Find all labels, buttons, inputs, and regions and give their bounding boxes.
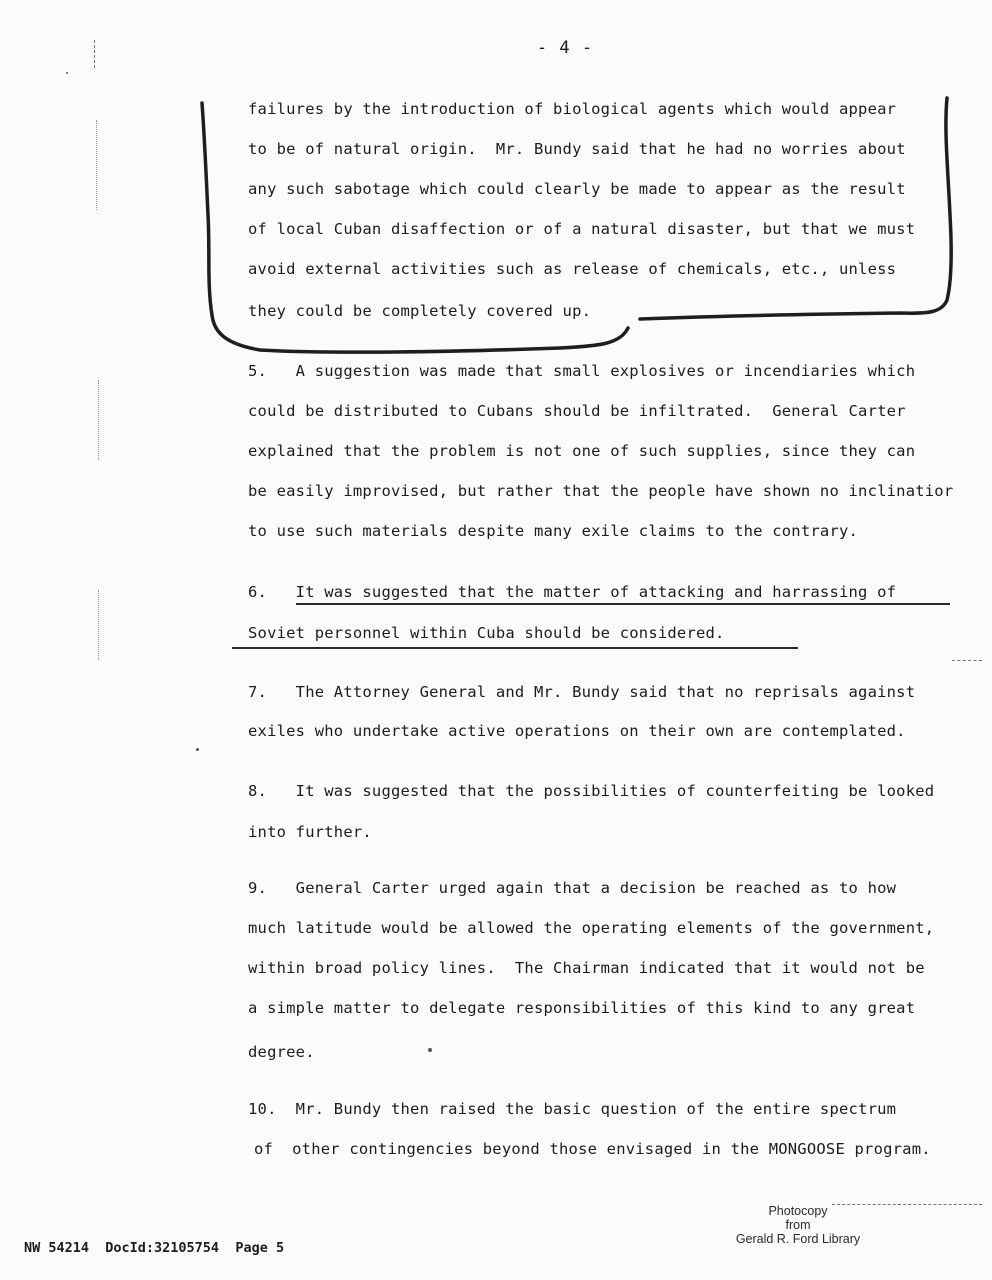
underline-paragraph-6-line-2: [232, 647, 798, 649]
footer-document-id: NW 54214 DocId:32105754 Page 5: [24, 1240, 285, 1256]
paragraph-6-line-2: Soviet personnel within Cuba should be considered.: [248, 624, 725, 642]
stamp-line-from: from: [785, 1218, 811, 1232]
underline-paragraph-6-line-1: [296, 603, 950, 605]
bracketed-line-1: failures by the introduction of biological agents which would appear: [248, 100, 897, 118]
paragraph-10-line-2: of other contingencies beyond those envisaged in the MONGOOSE program.: [254, 1140, 931, 1158]
paragraph-6-line-1: 6. It was suggested that the matter of attacking and harrassing of: [248, 583, 897, 601]
scan-artifact-left-mark: [94, 40, 96, 68]
paragraph-9-line-5: degree.: [248, 1043, 315, 1061]
paragraph-5-line-4: be easily improvised, but rather that the people have shown no inclinatior: [248, 482, 954, 500]
paragraph-7-line-2: exiles who undertake active operations on their own are contemplated.: [248, 722, 906, 740]
paragraph-5-line-2: could be distributed to Cubans should be infiltrated. General Carter: [248, 402, 906, 420]
paragraph-7-line-1: 7. The Attorney General and Mr. Bundy said that no reprisals against: [248, 683, 916, 701]
scan-speck: [196, 748, 199, 751]
paragraph-8-line-1: 8. It was suggested that the possibilities of counterfeiting be looked: [248, 782, 935, 800]
scan-artifact-left-dots-3: [98, 590, 100, 660]
stamp-line-photocopy: Photocopy: [768, 1204, 828, 1218]
paragraph-9-line-1: 9. General Carter urged again that a decision be reached as to how: [248, 879, 897, 897]
paragraph-9-line-2: much latitude would be allowed the operating elements of the government,: [248, 919, 935, 937]
paragraph-10-line-1: 10. Mr. Bundy then raised the basic question of the entire spectrum: [248, 1100, 897, 1118]
scan-artifact-right-dash: [952, 660, 982, 662]
paragraph-5-line-1: 5. A suggestion was made that small explosives or incendiaries which: [248, 362, 916, 380]
scan-artifact-left-dots-2: [98, 380, 100, 460]
bracketed-line-6: they could be completely covered up.: [248, 302, 592, 320]
library-stamp: [718, 1204, 878, 1246]
paragraph-5-line-3: explained that the problem is not one of such supplies, since they can: [248, 442, 916, 460]
scan-speck: [66, 72, 68, 74]
paragraph-9-line-4: a simple matter to delegate responsibilities of this kind to any great: [248, 999, 916, 1017]
paragraph-9-line-3: within broad policy lines. The Chairman indicated that it would not be: [248, 959, 925, 977]
paragraph-8-line-2: into further.: [248, 823, 372, 841]
bracketed-line-3: any such sabotage which could clearly be made to appear as the result: [248, 180, 906, 198]
paragraph-5-line-5: to use such materials despite many exile claims to the contrary.: [248, 522, 859, 540]
bracketed-line-5: avoid external activities such as release of chemicals, etc., unless: [248, 260, 897, 278]
scan-artifact-stamp-dash: [832, 1204, 982, 1206]
page-number: - 4 -: [536, 38, 594, 58]
stamp-line-library: Gerald R. Ford Library: [735, 1232, 861, 1246]
bracketed-line-4: of local Cuban disaffection or of a natural disaster, but that we must: [248, 220, 916, 238]
bracketed-line-2: to be of natural origin. Mr. Bundy said that he had no worries about: [248, 140, 906, 158]
scan-speck: [428, 1048, 432, 1052]
scan-artifact-left-dots: [96, 120, 98, 210]
